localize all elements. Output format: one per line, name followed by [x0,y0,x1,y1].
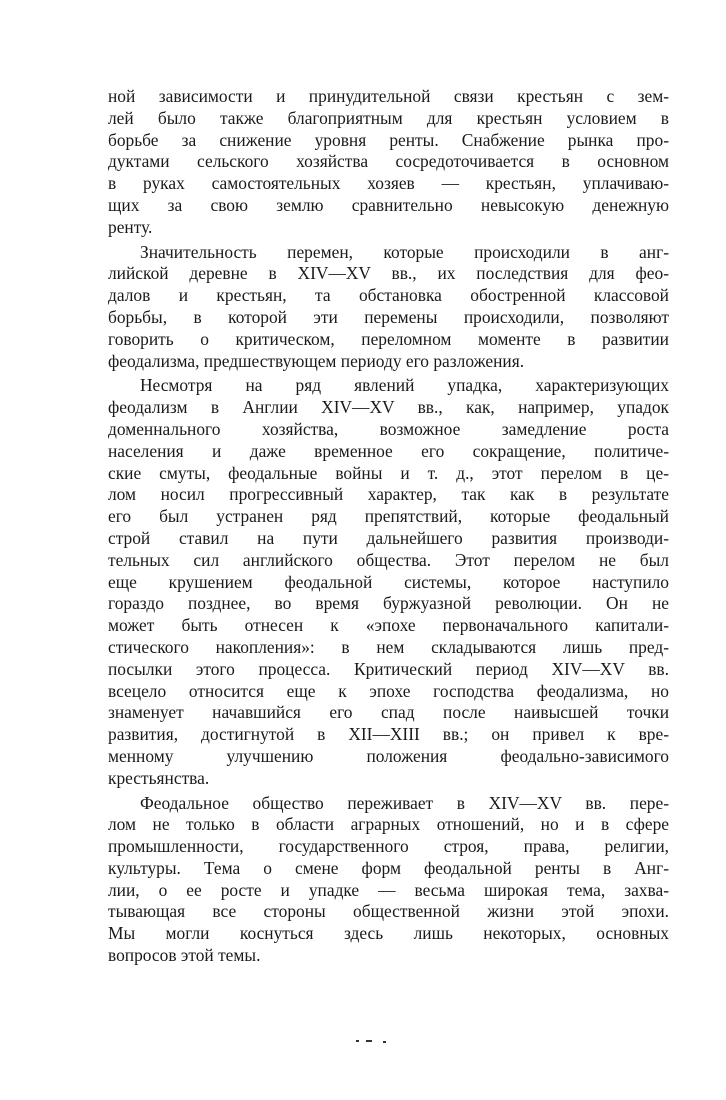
text-line: лом носил прогрессивный характер, так как в результате [108,484,669,505]
text-line: развития, достигнутой в XII—XIII вв.; он привел к вре- [108,724,669,745]
text-line: ной зависимости и принудительной связи крестьян с зем- [108,86,669,106]
text-line: посылки этого процесса. Критический период XIV—XV вв. [108,658,669,679]
text-line: борьбе за снижение уровня ренты. Снабжение рынка про- [108,129,669,150]
text-line: борьбы, в которой эти перемены происходили, позволяют [108,306,669,327]
text-line: Мы могли коснуться здесь лишь некоторых, основных [108,923,669,944]
text-line: вопросов этой темы. [108,945,261,966]
text-line: населения и даже временное его сокращение, политиче- [108,440,669,461]
text-line: всецело относится еще к эпохе господства феодализма, но [108,680,669,701]
text-line: щих за свою землю сравнительно невысокую денежную [108,194,669,215]
page-text-block [108,86,669,967]
text-line: промышленности, государственного строя, права, религии, [108,836,669,857]
text-line: тывающая все стороны общественной жизни этой эпохи. [108,901,669,922]
text-line: дуктами сельского хозяйства сосредоточивается в основном [108,151,669,172]
text-line: ские смуты, феодальные войны и т. д., этот перелом в це- [108,462,669,483]
paragraph [108,242,669,373]
text-line: еще крушением феодальной системы, которое наступило [108,571,669,592]
text-line: лии, о ее росте и упадке — весьма широкая тема, захва- [108,879,669,900]
print-speck [366,1040,372,1042]
text-line: менному улучшению положения феодально-зависимого [108,745,669,766]
text-line: доменнального хозяйства, возможное замедление роста [108,418,669,439]
text-line: феодализм в Англии XIV—XV вв., как, например, упадок [108,397,669,418]
text-line: Значительность перемен, которые происходили в анг- [140,241,669,262]
text-line: крестьянства. [108,767,210,788]
text-line: может быть отнесен к «эпохе первоначального капитали- [108,615,669,636]
text-line: феодализма, предшествующем периоду его разложения. [108,350,525,371]
text-line: строй ставил на пути дальнейшего развития производи- [108,527,669,548]
text-line: тельных сил английского общества. Этот перелом не был [108,549,669,570]
paragraph [108,86,669,239]
print-speck [383,1041,386,1043]
text-line: гораздо позднее, во время буржуазной революции. Он не [108,593,669,614]
text-line: стического накопления»: в нем складываются лишь пред- [108,636,669,657]
text-line: его был устранен ряд препятствий, которые феодальный [108,506,669,527]
text-line: Феодальное общество переживает в XIV—XV вв. пере- [140,792,669,813]
text-line: лом не только в области аграрных отношений, но и в сфере [108,814,669,835]
text-line: знаменует начавшийся его спад после наивысшей точки [108,702,669,723]
paragraph [108,375,669,789]
text-line: в руках самостоятельных хозяев — крестьян, уплачиваю- [108,173,669,194]
text-line: лийской деревне в XIV—XV вв., их последствия для фео- [108,263,669,284]
text-line: ренту. [108,216,153,237]
paragraph [108,793,669,967]
print-speck [356,1040,359,1042]
text-line: Несмотря на ряд явлений упадка, характеризующих [140,375,669,396]
text-line: далов и крестьян, та обстановка обостренной классовой [108,285,669,306]
text-line: лей было также благоприятным для крестьян условием в [108,107,669,128]
text-line: говорить о критическом, переломном моменте в развитии [108,328,669,349]
text-line: культуры. Тема о смене форм феодальной ренты в Анг- [108,857,669,878]
